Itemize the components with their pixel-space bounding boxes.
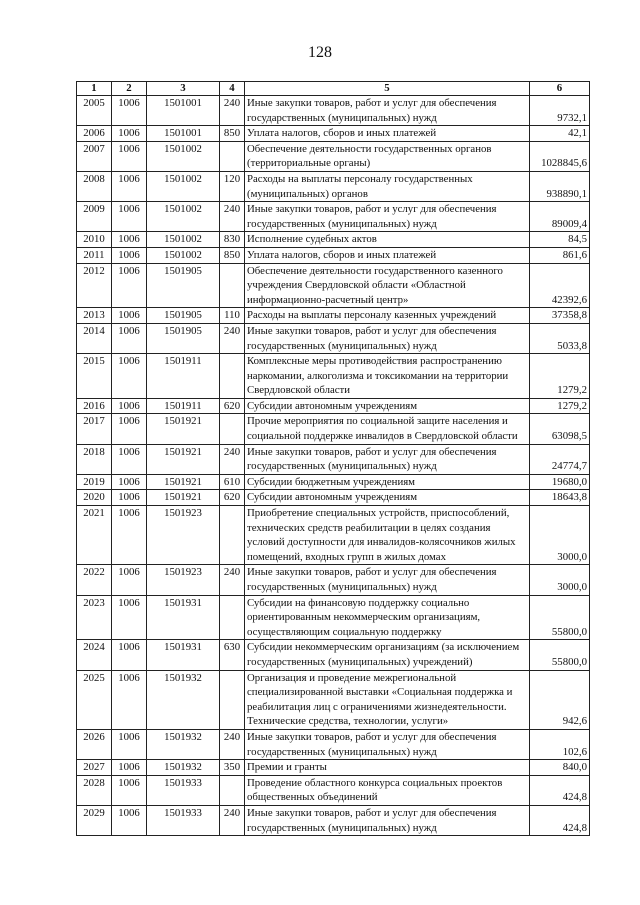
item-name-cell: Расходы на выплаты персоналу государственных (муниципальных) органов [245, 171, 530, 201]
expense-type-cell: 610 [220, 474, 245, 490]
amount-cell: 63098,5 [530, 414, 590, 444]
table-row [77, 171, 590, 201]
table-row [77, 760, 590, 776]
section-code-cell: 1006 [112, 171, 147, 201]
amount-cell: 55800,0 [530, 640, 590, 670]
section-code-cell: 1006 [112, 565, 147, 595]
target-code-cell: 1501911 [147, 354, 220, 399]
amount-cell: 42392,6 [530, 263, 590, 308]
row-number-cell: 2026 [77, 729, 112, 759]
expense-type-cell: 630 [220, 640, 245, 670]
amount-cell: 840,0 [530, 760, 590, 776]
expense-type-cell [220, 595, 245, 640]
section-code-cell: 1006 [112, 263, 147, 308]
table-row [77, 640, 590, 670]
row-number-cell: 2017 [77, 414, 112, 444]
table-row [77, 141, 590, 171]
target-code-cell: 1501001 [147, 126, 220, 142]
target-code-cell: 1501921 [147, 490, 220, 506]
section-code-cell: 1006 [112, 398, 147, 414]
amount-cell: 89009,4 [530, 202, 590, 232]
row-number-cell: 2024 [77, 640, 112, 670]
expense-type-cell: 350 [220, 760, 245, 776]
amount-cell: 3000,0 [530, 565, 590, 595]
expense-type-cell [220, 263, 245, 308]
expense-type-cell: 240 [220, 96, 245, 126]
section-code-cell: 1006 [112, 308, 147, 324]
item-name-cell: Прочие мероприятия по социальной защите населения и социальной поддержке инвалидов в Свердловской области [245, 414, 530, 444]
table-row [77, 398, 590, 414]
section-code-cell: 1006 [112, 202, 147, 232]
section-code-cell: 1006 [112, 670, 147, 729]
row-number-cell: 2019 [77, 474, 112, 490]
expense-type-cell: 110 [220, 308, 245, 324]
row-number-cell: 2027 [77, 760, 112, 776]
target-code-cell: 1501921 [147, 414, 220, 444]
amount-cell: 42,1 [530, 126, 590, 142]
row-number-cell: 2020 [77, 490, 112, 506]
table-row [77, 323, 590, 353]
expense-type-cell: 240 [220, 565, 245, 595]
row-number-cell: 2016 [77, 398, 112, 414]
table-row [77, 96, 590, 126]
expense-type-cell: 120 [220, 171, 245, 201]
table-row [77, 729, 590, 759]
table-row [77, 506, 590, 565]
table-row [77, 263, 590, 308]
section-code-cell: 1006 [112, 141, 147, 171]
row-number-cell: 2010 [77, 232, 112, 248]
amount-cell: 102,6 [530, 729, 590, 759]
target-code-cell: 1501923 [147, 565, 220, 595]
section-code-cell: 1006 [112, 506, 147, 565]
table-row [77, 232, 590, 248]
row-number-cell: 2006 [77, 126, 112, 142]
item-name-cell: Проведение областного конкурса социальных проектов общественных объединений [245, 775, 530, 805]
row-number-cell: 2005 [77, 96, 112, 126]
section-code-cell: 1006 [112, 444, 147, 474]
row-number-cell: 2012 [77, 263, 112, 308]
target-code-cell: 1501911 [147, 398, 220, 414]
item-name-cell: Иные закупки товаров, работ и услуг для обеспечения государственных (муниципальных) нужд [245, 565, 530, 595]
expense-type-cell: 240 [220, 729, 245, 759]
expense-type-cell [220, 506, 245, 565]
table-row [77, 565, 590, 595]
table-row [77, 308, 590, 324]
amount-cell: 24774,7 [530, 444, 590, 474]
row-number-cell: 2007 [77, 141, 112, 171]
table-row [77, 414, 590, 444]
section-code-cell: 1006 [112, 729, 147, 759]
target-code-cell: 1501923 [147, 506, 220, 565]
item-name-cell: Расходы на выплаты персоналу казенных учреждений [245, 308, 530, 324]
section-code-cell: 1006 [112, 232, 147, 248]
item-name-cell: Обеспечение деятельности государственного казенного учреждения Свердловской области «Областной информационно-расчетный центр» [245, 263, 530, 308]
item-name-cell: Иные закупки товаров, работ и услуг для обеспечения государственных (муниципальных) нужд [245, 323, 530, 353]
target-code-cell: 1501002 [147, 141, 220, 171]
amount-cell: 3000,0 [530, 506, 590, 565]
item-name-cell: Организация и проведение межрегиональной специализированной выставки «Социальная поддержка и реабилитация лиц с ограничениями жизнедеятельности. Технические средства, технологии, услуги» [245, 670, 530, 729]
expense-type-cell: 620 [220, 490, 245, 506]
item-name-cell: Приобретение специальных устройств, приспособлений, технических средств реабилитации в целях создания условий доступности для инвалидов-колясочников жилых помещений, входных групп в жилых домах [245, 506, 530, 565]
row-number-cell: 2013 [77, 308, 112, 324]
row-number-cell: 2018 [77, 444, 112, 474]
target-code-cell: 1501931 [147, 595, 220, 640]
header-col-5: 5 [245, 82, 530, 96]
item-name-cell: Субсидии некоммерческим организациям (за исключением государственных (муниципальных) учреждений) [245, 640, 530, 670]
amount-cell: 942,6 [530, 670, 590, 729]
row-number-cell: 2014 [77, 323, 112, 353]
expense-type-cell [220, 141, 245, 171]
section-code-cell: 1006 [112, 474, 147, 490]
amount-cell: 18643,8 [530, 490, 590, 506]
row-number-cell: 2011 [77, 247, 112, 263]
target-code-cell: 1501002 [147, 202, 220, 232]
row-number-cell: 2029 [77, 805, 112, 835]
item-name-cell: Иные закупки товаров, работ и услуг для обеспечения государственных (муниципальных) нужд [245, 96, 530, 126]
target-code-cell: 1501932 [147, 670, 220, 729]
table-row [77, 247, 590, 263]
target-code-cell: 1501905 [147, 323, 220, 353]
expense-type-cell: 830 [220, 232, 245, 248]
section-code-cell: 1006 [112, 247, 147, 263]
expense-type-cell: 850 [220, 247, 245, 263]
row-number-cell: 2025 [77, 670, 112, 729]
target-code-cell: 1501932 [147, 729, 220, 759]
target-code-cell: 1501931 [147, 640, 220, 670]
table-row [77, 490, 590, 506]
item-name-cell: Субсидии автономным учреждениям [245, 490, 530, 506]
header-col-1: 1 [77, 82, 112, 96]
target-code-cell: 1501002 [147, 171, 220, 201]
amount-cell: 424,8 [530, 775, 590, 805]
target-code-cell: 1501905 [147, 263, 220, 308]
expense-type-cell [220, 670, 245, 729]
amount-cell: 1279,2 [530, 354, 590, 399]
row-number-cell: 2021 [77, 506, 112, 565]
section-code-cell: 1006 [112, 760, 147, 776]
table-row [77, 126, 590, 142]
table-row [77, 775, 590, 805]
section-code-cell: 1006 [112, 96, 147, 126]
section-code-cell: 1006 [112, 640, 147, 670]
row-number-cell: 2009 [77, 202, 112, 232]
target-code-cell: 1501921 [147, 444, 220, 474]
target-code-cell: 1501933 [147, 775, 220, 805]
section-code-cell: 1006 [112, 595, 147, 640]
item-name-cell: Премии и гранты [245, 760, 530, 776]
amount-cell: 19680,0 [530, 474, 590, 490]
item-name-cell: Иные закупки товаров, работ и услуг для обеспечения государственных (муниципальных) нужд [245, 805, 530, 835]
table-row [77, 595, 590, 640]
amount-cell: 938890,1 [530, 171, 590, 201]
amount-cell: 5033,8 [530, 323, 590, 353]
section-code-cell: 1006 [112, 126, 147, 142]
amount-cell: 84,5 [530, 232, 590, 248]
expense-type-cell: 240 [220, 805, 245, 835]
section-code-cell: 1006 [112, 490, 147, 506]
amount-cell: 37358,8 [530, 308, 590, 324]
budget-table [76, 81, 590, 836]
table-header-row [77, 82, 590, 96]
item-name-cell: Субсидии автономным учреждениям [245, 398, 530, 414]
item-name-cell: Иные закупки товаров, работ и услуг для обеспечения государственных (муниципальных) нужд [245, 444, 530, 474]
row-number-cell: 2028 [77, 775, 112, 805]
item-name-cell: Уплата налогов, сборов и иных платежей [245, 247, 530, 263]
expense-type-cell: 240 [220, 202, 245, 232]
item-name-cell: Иные закупки товаров, работ и услуг для обеспечения государственных (муниципальных) нужд [245, 729, 530, 759]
item-name-cell: Иные закупки товаров, работ и услуг для обеспечения государственных (муниципальных) нужд [245, 202, 530, 232]
table-row [77, 474, 590, 490]
item-name-cell: Исполнение судебных актов [245, 232, 530, 248]
table-row [77, 805, 590, 835]
amount-cell: 55800,0 [530, 595, 590, 640]
row-number-cell: 2015 [77, 354, 112, 399]
section-code-cell: 1006 [112, 775, 147, 805]
expense-type-cell [220, 775, 245, 805]
amount-cell: 1028845,6 [530, 141, 590, 171]
item-name-cell: Комплексные меры противодействия распространению наркомании, алкоголизма и токсикомании на территории Свердловской области [245, 354, 530, 399]
section-code-cell: 1006 [112, 805, 147, 835]
item-name-cell: Обеспечение деятельности государственных органов (территориальные органы) [245, 141, 530, 171]
table-row [77, 444, 590, 474]
expense-type-cell [220, 354, 245, 399]
header-col-6: 6 [530, 82, 590, 96]
target-code-cell: 1501905 [147, 308, 220, 324]
expense-type-cell: 620 [220, 398, 245, 414]
expense-type-cell: 240 [220, 444, 245, 474]
expense-type-cell: 850 [220, 126, 245, 142]
row-number-cell: 2008 [77, 171, 112, 201]
table-row [77, 202, 590, 232]
row-number-cell: 2022 [77, 565, 112, 595]
table-row [77, 354, 590, 399]
target-code-cell: 1501933 [147, 805, 220, 835]
amount-cell: 9732,1 [530, 96, 590, 126]
target-code-cell: 1501932 [147, 760, 220, 776]
item-name-cell: Субсидии на финансовую поддержку социально ориентированным некоммерческим организациям, осуществляющим социальную поддержку [245, 595, 530, 640]
section-code-cell: 1006 [112, 323, 147, 353]
page-number: 128 [308, 44, 332, 61]
target-code-cell: 1501002 [147, 247, 220, 263]
table-row [77, 670, 590, 729]
expense-type-cell [220, 414, 245, 444]
row-number-cell: 2023 [77, 595, 112, 640]
section-code-cell: 1006 [112, 414, 147, 444]
amount-cell: 424,8 [530, 805, 590, 835]
amount-cell: 861,6 [530, 247, 590, 263]
item-name-cell: Уплата налогов, сборов и иных платежей [245, 126, 530, 142]
header-col-2: 2 [112, 82, 147, 96]
target-code-cell: 1501001 [147, 96, 220, 126]
expense-type-cell: 240 [220, 323, 245, 353]
section-code-cell: 1006 [112, 354, 147, 399]
target-code-cell: 1501921 [147, 474, 220, 490]
header-col-4: 4 [220, 82, 245, 96]
target-code-cell: 1501002 [147, 232, 220, 248]
header-col-3: 3 [147, 82, 220, 96]
amount-cell: 1279,2 [530, 398, 590, 414]
item-name-cell: Субсидии бюджетным учреждениям [245, 474, 530, 490]
